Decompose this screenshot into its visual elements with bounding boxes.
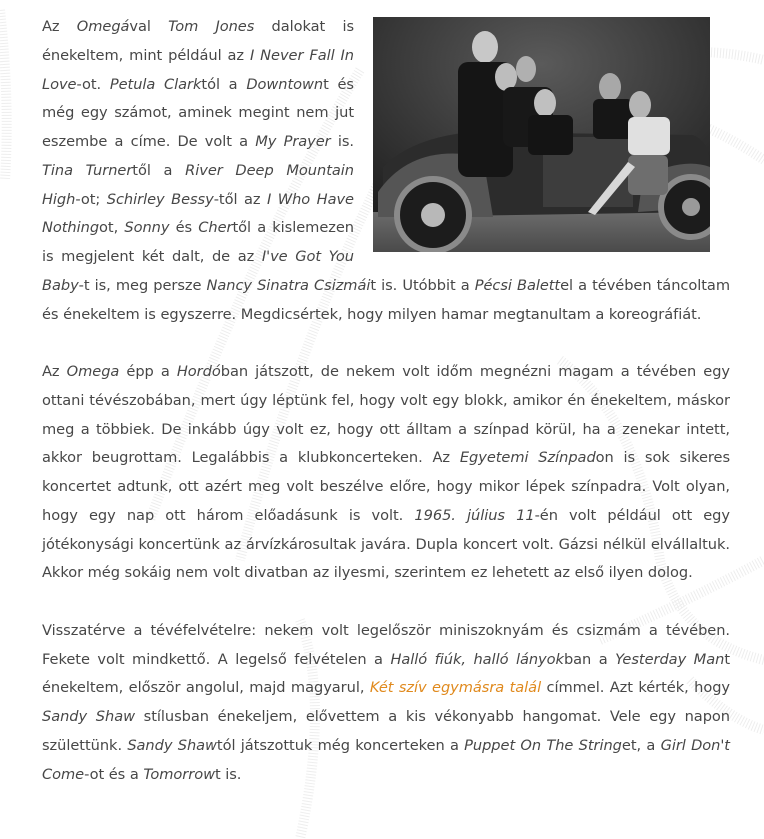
italic-title: I Never Fall In Love	[42, 46, 355, 93]
text-run: t is. Utóbbit a	[370, 276, 475, 294]
italic-title: 1965. július 11	[414, 506, 535, 524]
paragraph-2	[42, 358, 730, 588]
text-run: Az	[42, 363, 67, 380]
text-run: Az	[42, 18, 77, 35]
text-run: -én volt például ott egy jótékonysági koncertünk az árvízkárosultak javára. Dupla koncert volt. Gázsi nélkül elvállaltuk. Akkor még sokáig nem volt divatban az ilyesmi, szerintem ez lehetett az első ilyen dolog.	[42, 506, 730, 582]
text-run: épp a	[119, 363, 177, 380]
italic-title: Halló fiúk, halló lányok	[390, 650, 564, 668]
text-run: ban játszott, de nekem volt időm megnézni magam a tévében egy ottani tévészobában, mert úgy léptünk fel, hogy volt egy blokk, amikor én énekeltem, máskor meg a többiek. De inkább úgy volt ez, hogy ott álltam a színpad körül, ha a zenekar intett, akkor beugrottam. Legalábbis a klubkoncerteken. Az	[42, 363, 730, 467]
band-photo	[373, 17, 710, 252]
italic-title: Sandy Shaw	[127, 736, 217, 754]
text-run: tól játszottuk még koncerteken a	[216, 736, 465, 754]
text-run: tól a	[201, 75, 247, 93]
italic-title: Sandy Shaw	[42, 708, 135, 725]
text-run: címmel. Azt kérték, hogy	[541, 679, 730, 697]
italic-title: I Who Have Nothing	[42, 190, 354, 237]
text-run: -től az	[213, 190, 267, 208]
italic-title: My Prayer	[255, 133, 331, 150]
text-run: -ot;	[75, 190, 107, 208]
text-run: on is sok sikeres koncertet adtunk, ott azért meg volt beszélve előre, hogy mikor lépek színpadra. Volt olyan, hogy egy nap ott három előadásunk is volt.	[42, 449, 731, 524]
italic-title: Tomorrow	[143, 765, 215, 783]
italic-title: Egyetemi Színpad	[459, 449, 596, 467]
italic-title: Petula Clark	[109, 75, 202, 93]
italic-title: Cher	[198, 219, 233, 237]
text-run: -t is, meg persze	[78, 276, 207, 294]
italic-title: Girl Don't Come	[42, 736, 730, 783]
italic-title: Hordó	[176, 363, 221, 380]
italic-title: Omegá	[76, 18, 130, 35]
text-run: és	[169, 219, 199, 237]
song-link[interactable]: Két szív egymásra talál	[369, 679, 542, 697]
italic-title: Schirley Bessy	[106, 190, 214, 208]
text-run: t is.	[214, 765, 242, 783]
italic-title: River Deep Mountain High	[42, 161, 354, 208]
italic-title: Sonny	[124, 219, 170, 237]
italic-title: Tina Turner	[42, 161, 133, 179]
text-run: -ot és a	[84, 765, 144, 783]
text-run: et, a	[621, 736, 661, 754]
italic-title: Omega	[66, 363, 120, 380]
italic-title: I've Got You Baby	[42, 248, 355, 294]
bg-curve	[0, 10, 7, 180]
paragraph-3	[42, 617, 730, 790]
text-run: ban a	[563, 650, 616, 668]
text-run: val	[129, 18, 169, 35]
text-run: -ot.	[76, 75, 110, 93]
text-run: t énekeltem, először angolul, majd magyarul,	[42, 650, 730, 697]
text-run: dalokat is énekeltem, mint például az	[42, 18, 355, 64]
article-body	[42, 13, 730, 789]
text-run: stílusban énekeljem, elővettem a kis vékonyabb hangomat. Vele egy napon születtünk.	[42, 708, 730, 754]
text-run: től a kislemezen is megjelent két dalt, de az	[42, 219, 354, 265]
text-run: Visszatérve a tévéfelvételre: nekem volt legelőször miniszoknyám és csizmám a tévében. Fekete volt mindkettő. A legelső felvételen a	[42, 621, 730, 668]
text-run: ot,	[99, 219, 125, 237]
italic-title: Pécsi Balett	[474, 276, 561, 294]
text-run: t és még egy számot, aminek megint nem jut eszembe a címe. De volt a	[42, 75, 354, 150]
photo-image-icon	[373, 17, 710, 252]
italic-title: Nancy Sinatra Csizmái	[206, 276, 371, 294]
text-run: is.	[330, 133, 354, 150]
text-run: től a	[132, 161, 186, 179]
text-run: el a tévében táncoltam és énekeltem is egyszerre. Megdicsértek, hogy milyen hamar megtanultam a koreográfiát.	[42, 276, 730, 323]
italic-title: Yesterday Man	[615, 650, 725, 668]
italic-title: Tom Jones	[168, 18, 255, 35]
italic-title: Downtown	[246, 75, 324, 93]
italic-title: Puppet On The String	[464, 736, 622, 754]
